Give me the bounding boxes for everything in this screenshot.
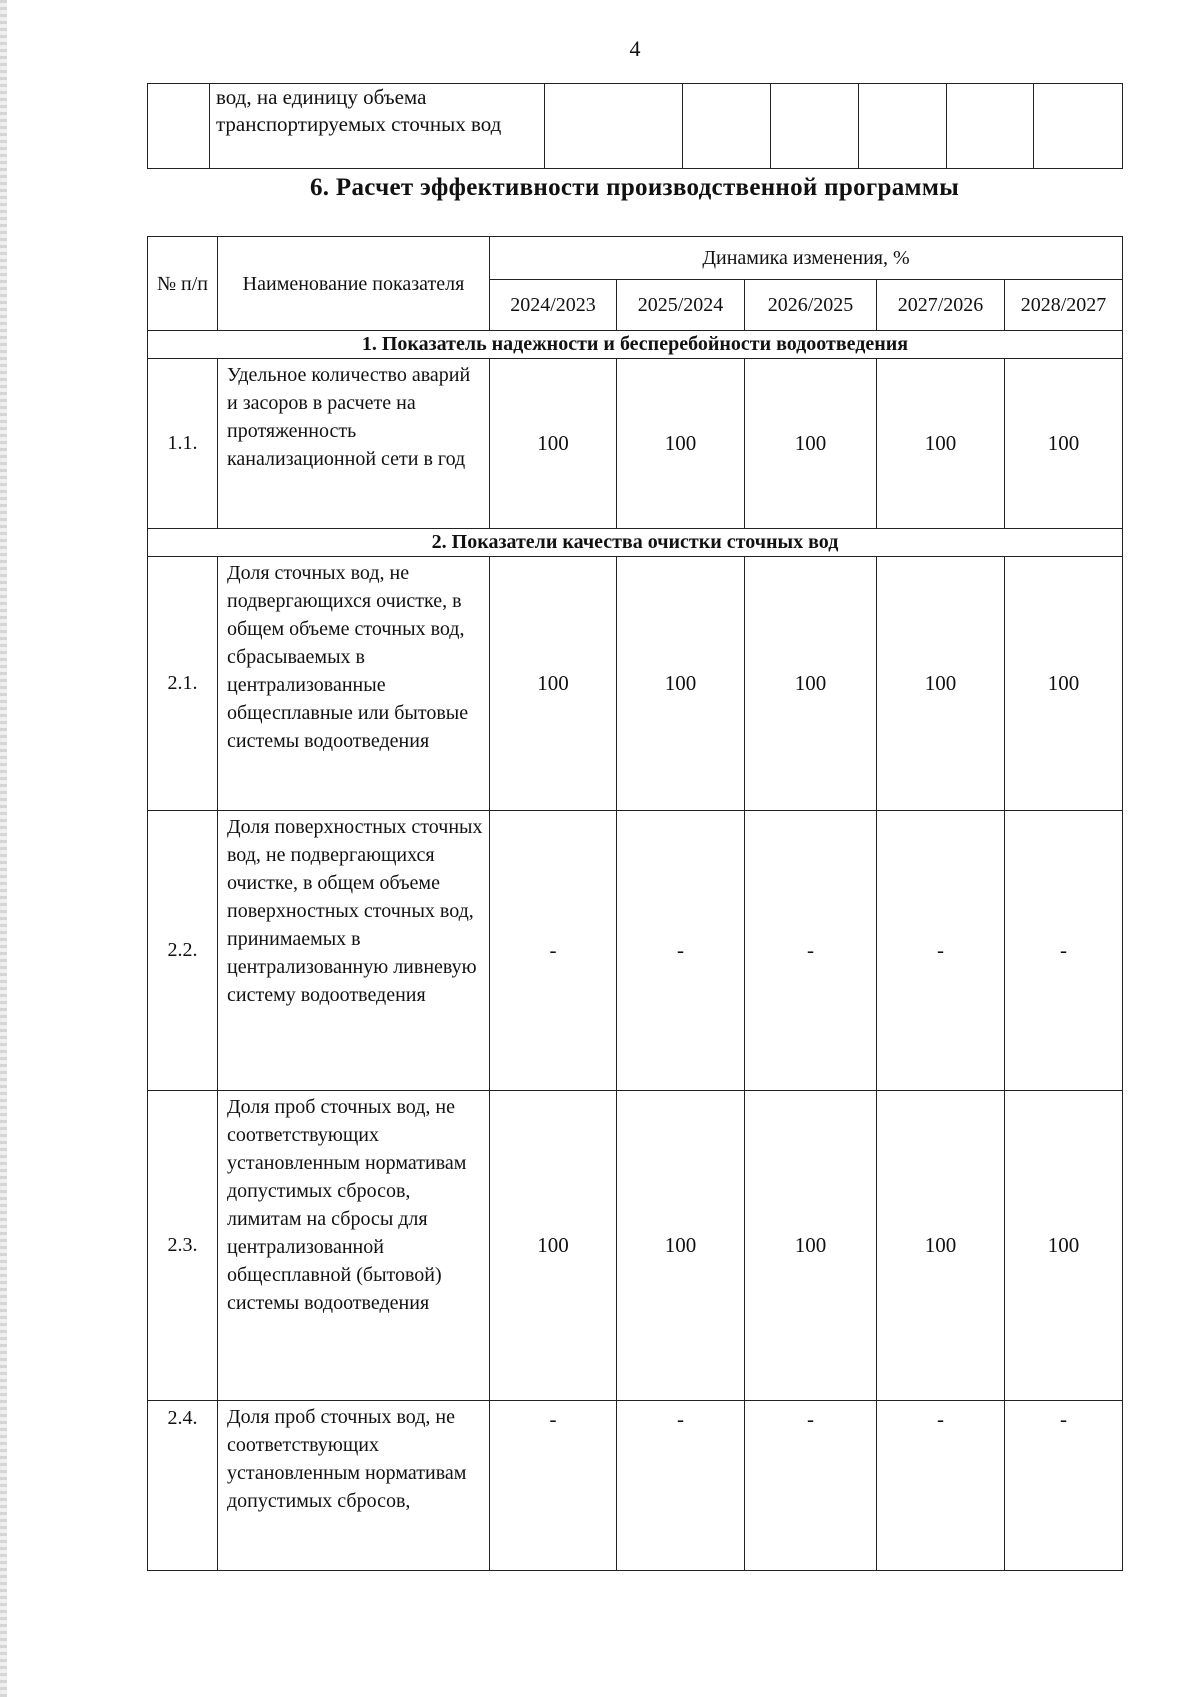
value-cell: - bbox=[1005, 811, 1123, 1091]
section-row bbox=[148, 529, 1123, 557]
year-header: 2027/2026 bbox=[877, 280, 1005, 331]
section-heading: 6. Расчет эффективности производственной программы bbox=[309, 174, 960, 201]
row-number: 2.3. bbox=[148, 1091, 218, 1401]
value-cell: - bbox=[1005, 1401, 1123, 1571]
value-cell: - bbox=[877, 811, 1005, 1091]
year-header: 2024/2023 bbox=[490, 280, 617, 331]
continuation-empty-cell bbox=[947, 84, 1034, 169]
header-row-1 bbox=[148, 237, 1123, 280]
continuation-empty-cell bbox=[1034, 84, 1123, 169]
continuation-empty-cell bbox=[683, 84, 771, 169]
page-number: 4 bbox=[629, 36, 641, 61]
table-row bbox=[148, 1401, 1123, 1571]
row-number: 1.1. bbox=[148, 359, 218, 529]
value-cell: - bbox=[745, 1401, 877, 1571]
row-number: 2.1. bbox=[148, 557, 218, 811]
value-cell: - bbox=[490, 1401, 617, 1571]
indicator-name: Удельное количество аварий и засоров в расчете на протяженность канализационной сети в год bbox=[218, 359, 490, 529]
value-cell: - bbox=[877, 1401, 1005, 1571]
value-cell: 100 bbox=[877, 1091, 1005, 1401]
value-cell: 100 bbox=[490, 1091, 617, 1401]
header-dynamics: Динамика изменения, % bbox=[490, 237, 1123, 280]
value-cell: 100 bbox=[490, 557, 617, 811]
continuation-empty-cell bbox=[771, 84, 859, 169]
continuation-row bbox=[148, 84, 1123, 169]
table-row bbox=[148, 811, 1123, 1091]
section-title: 1. Показатель надежности и бесперебойности водоотведения bbox=[148, 331, 1123, 359]
efficiency-table bbox=[147, 236, 1123, 1571]
value-cell: - bbox=[745, 811, 877, 1091]
continuation-num-cell bbox=[148, 84, 210, 169]
indicator-name: Доля сточных вод, не подвергающихся очистке, в общем объеме сточных вод, сбрасываемых в централизованные общесплавные или бытовые системы водоотведения bbox=[218, 557, 490, 811]
table-row bbox=[148, 557, 1123, 811]
value-cell: 100 bbox=[490, 359, 617, 529]
year-header: 2025/2024 bbox=[617, 280, 745, 331]
previous-table-continuation bbox=[147, 83, 1123, 169]
section-title: 2. Показатели качества очистки сточных вод bbox=[148, 529, 1123, 557]
scan-edge bbox=[0, 0, 7, 1697]
value-cell: 100 bbox=[1005, 359, 1123, 529]
year-header: 2026/2025 bbox=[745, 280, 877, 331]
indicator-name: Доля проб сточных вод, не соответствующих установленным нормативам допустимых сбросов, лимитам на сбросы для централизованной общесплавной (бытовой) системы водоотведения bbox=[218, 1091, 490, 1401]
continuation-empty-cell bbox=[545, 84, 683, 169]
value-cell: 100 bbox=[617, 557, 745, 811]
value-cell: 100 bbox=[877, 359, 1005, 529]
value-cell: 100 bbox=[745, 557, 877, 811]
table-row bbox=[148, 1091, 1123, 1401]
row-number: 2.4. bbox=[148, 1401, 218, 1571]
row-number: 2.2. bbox=[148, 811, 218, 1091]
value-cell: 100 bbox=[1005, 1091, 1123, 1401]
value-cell: - bbox=[617, 811, 745, 1091]
header-num: № п/п bbox=[148, 237, 218, 331]
indicator-name: Доля проб сточных вод, не соответствующих установленным нормативам допустимых сбросов, bbox=[218, 1401, 490, 1571]
continuation-name-cell: вод, на единицу объема транспортируемых сточных вод bbox=[210, 84, 545, 169]
table-row bbox=[148, 359, 1123, 529]
value-cell: 100 bbox=[617, 359, 745, 529]
value-cell: 100 bbox=[1005, 557, 1123, 811]
value-cell: - bbox=[617, 1401, 745, 1571]
value-cell: - bbox=[490, 811, 617, 1091]
value-cell: 100 bbox=[617, 1091, 745, 1401]
value-cell: 100 bbox=[745, 1091, 877, 1401]
year-header: 2028/2027 bbox=[1005, 280, 1123, 331]
section-row bbox=[148, 331, 1123, 359]
indicator-name: Доля поверхностных сточных вод, не подвергающихся очистке, в общем объеме поверхностных сточных вод, принимаемых в централизованную ливневую систему водоотведения bbox=[218, 811, 490, 1091]
value-cell: 100 bbox=[745, 359, 877, 529]
continuation-empty-cell bbox=[859, 84, 947, 169]
value-cell: 100 bbox=[877, 557, 1005, 811]
header-name: Наименование показателя bbox=[218, 237, 490, 331]
